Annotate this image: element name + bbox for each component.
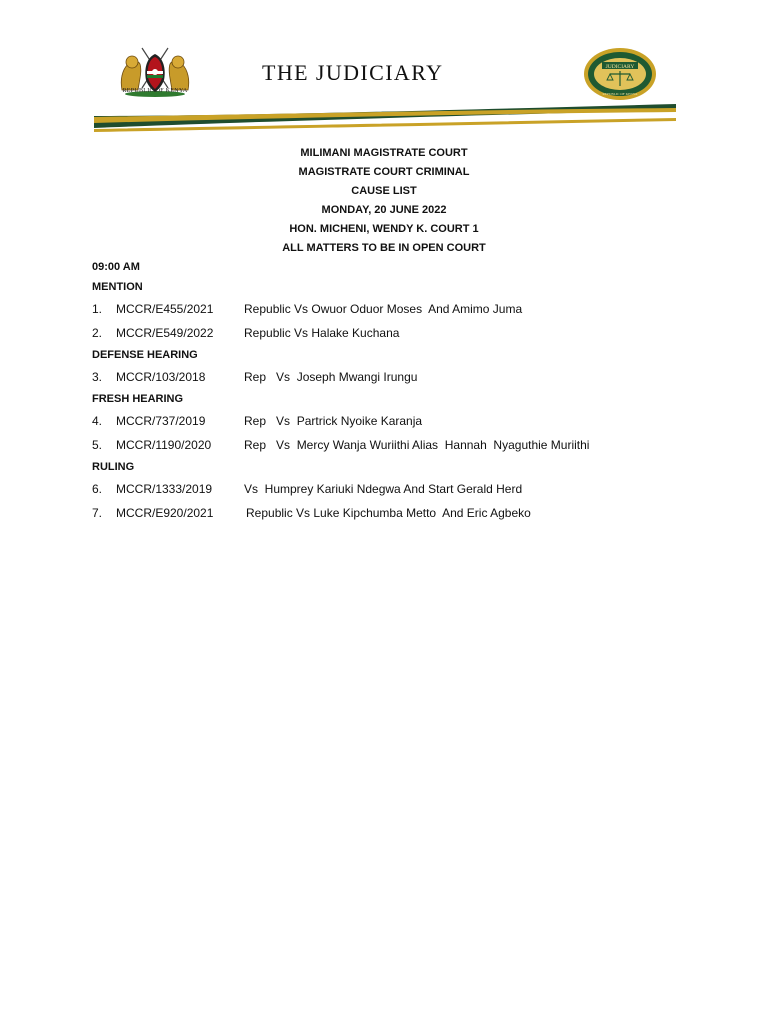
case-number-index: 2. <box>92 326 103 340</box>
list-date: MONDAY, 20 JUNE 2022 <box>321 204 447 216</box>
case-row <box>92 365 732 389</box>
case-row <box>92 501 732 525</box>
judiciary-title: THE JUDICIARY <box>262 60 444 85</box>
case-parties: Rep Vs Joseph Mwangi Irungu <box>244 370 418 384</box>
list-type: CAUSE LIST <box>351 185 417 197</box>
header-swoosh-band <box>90 96 680 138</box>
case-row <box>92 409 732 433</box>
section-heading-ruling: RULING <box>92 461 135 473</box>
page-header <box>0 0 768 140</box>
case-parties: Rep Vs Mercy Wanja Wuriithi Alias Hannah Nyaguthie Muriithi <box>244 438 590 452</box>
case-parties: Rep Vs Partrick Nyoike Karanja <box>244 414 423 428</box>
case-parties: Republic Vs Luke Kipchumba Metto And Eric Agbeko <box>246 506 531 520</box>
case-file-number: MCCR/737/2019 <box>116 414 206 428</box>
case-parties: Republic Vs Owuor Oduor Moses And Amimo Juma <box>244 302 523 316</box>
case-file-number: MCCR/103/2018 <box>116 370 206 384</box>
court-name: MILIMANI MAGISTRATE COURT <box>300 147 468 159</box>
presiding-magistrate: HON. MICHENI, WENDY K. COURT 1 <box>289 223 479 235</box>
case-row <box>92 433 732 457</box>
case-row <box>92 297 732 321</box>
case-parties: Vs Humprey Kariuki Ndegwa And Start Gerald Herd <box>244 482 523 496</box>
case-number-index: 1. <box>92 302 103 316</box>
section-heading-fresh-hearing: FRESH HEARING <box>92 393 184 405</box>
section-heading-defense-hearing: DEFENSE HEARING <box>92 349 198 361</box>
seal-subtext: REPUBLIC OF KENYA <box>602 92 638 96</box>
case-file-number: MCCR/E455/2021 <box>116 302 214 316</box>
case-row <box>92 321 732 345</box>
case-file-number: MCCR/E549/2022 <box>116 326 214 340</box>
judiciary-seal-logo <box>582 46 658 102</box>
cause-list-body <box>92 258 732 525</box>
case-number-index: 6. <box>92 482 103 496</box>
case-number-index: 5. <box>92 438 103 452</box>
case-file-number: MCCR/1333/2019 <box>116 482 213 496</box>
case-row <box>92 477 732 501</box>
court-division: MAGISTRATE COURT CRIMINAL <box>298 166 470 178</box>
case-file-number: MCCR/1190/2020 <box>116 438 212 452</box>
cause-list-titles <box>0 144 768 258</box>
coat-caption: REPUBLIC OF KENYA <box>122 88 188 94</box>
session-time: 09:00 AM <box>92 261 140 273</box>
case-number-index: 4. <box>92 414 103 428</box>
case-parties: Republic Vs Halake Kuchana <box>244 326 400 340</box>
case-number-index: 3. <box>92 370 103 384</box>
case-number-index: 7. <box>92 506 103 520</box>
seal-text: JUDICIARY <box>605 64 635 70</box>
court-notice: ALL MATTERS TO BE IN OPEN COURT <box>282 242 486 254</box>
section-heading-mention: MENTION <box>92 281 143 293</box>
case-file-number: MCCR/E920/2021 <box>116 506 214 520</box>
